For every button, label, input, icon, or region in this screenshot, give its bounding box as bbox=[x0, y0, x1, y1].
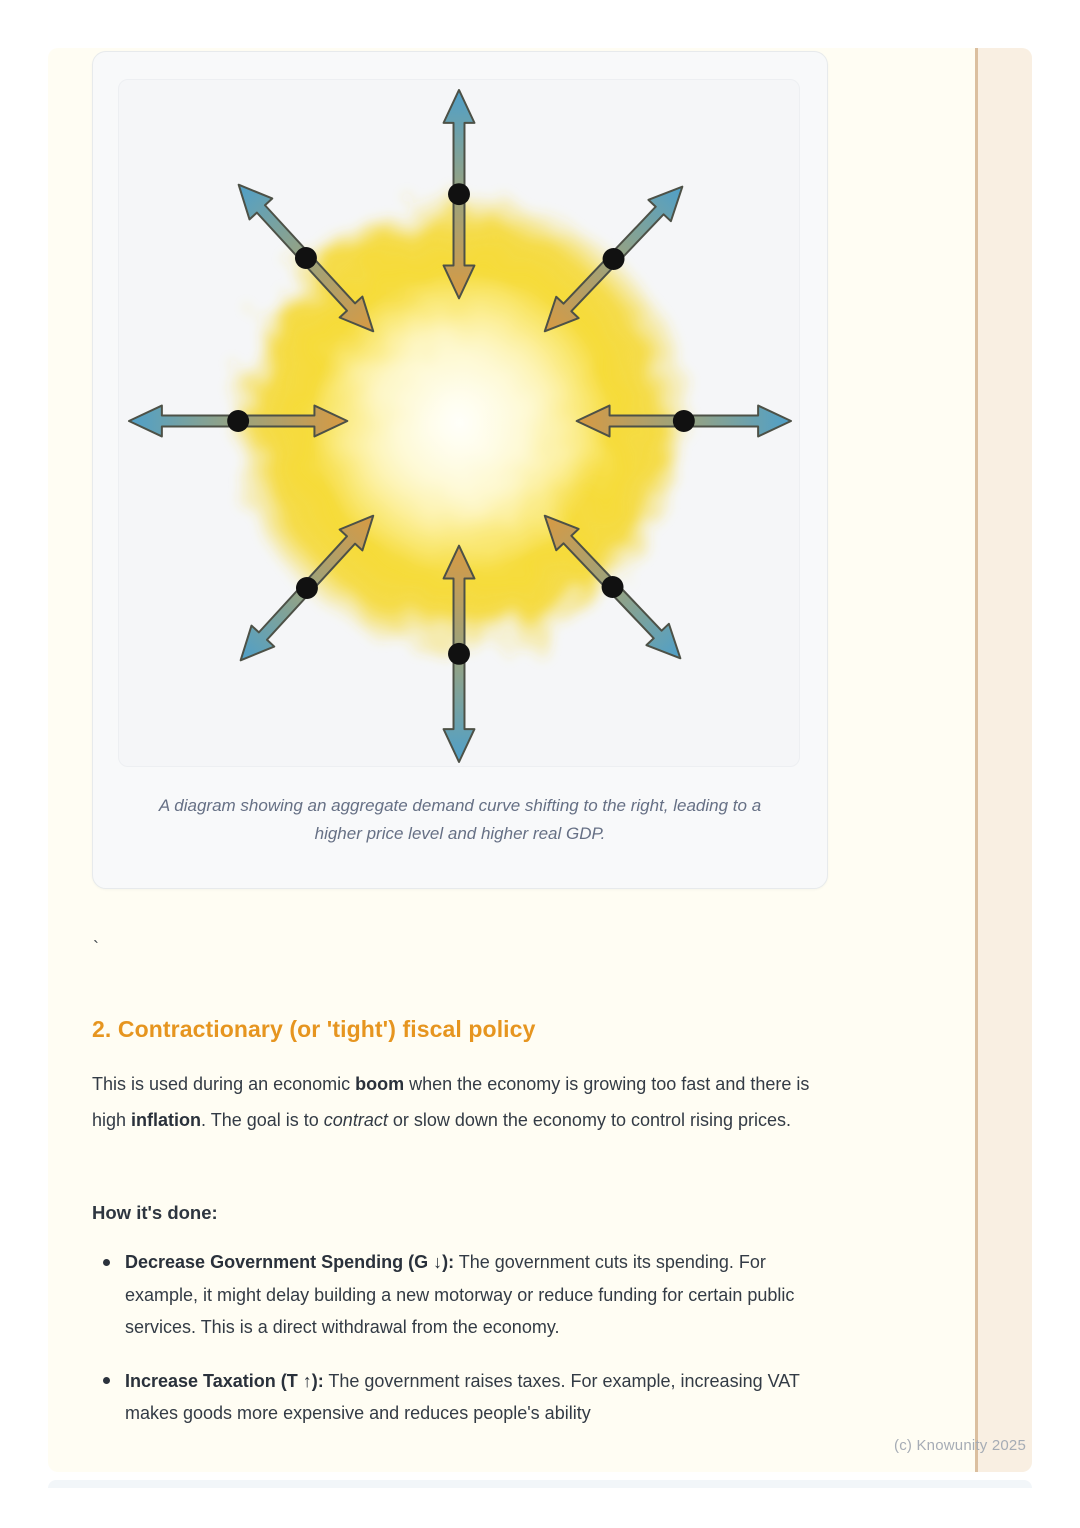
watermark: (c) Knowunity 2025 bbox=[894, 1437, 1027, 1454]
figure-card bbox=[92, 51, 828, 889]
right-accent-line bbox=[975, 48, 978, 1472]
arrow-midpoint-dot bbox=[296, 577, 318, 599]
how-done-label: How it's done: bbox=[92, 1202, 218, 1223]
stray-backtick: ` bbox=[93, 938, 99, 958]
content-sheet bbox=[48, 48, 1032, 1472]
sun-diagram bbox=[118, 79, 800, 767]
bullet-list bbox=[92, 1246, 834, 1430]
figure-caption: A diagram showing an aggregate demand curve shifting to the right, leading to a higher price level and higher real GDP. bbox=[158, 796, 762, 843]
right-accent-strip bbox=[978, 48, 1032, 1472]
next-sheet-edge bbox=[48, 1480, 1032, 1488]
sun-diagram-svg bbox=[119, 80, 799, 766]
section-heading: 2. Contractionary (or 'tight') fiscal policy bbox=[92, 1016, 536, 1042]
arrow-midpoint-dot bbox=[673, 410, 695, 432]
list-item-decrease-spending: Decrease Government Spending (G ↓): The government cuts its spending. For example, it might delay building a new motorway or reduce funding for certain public services. This is a direct withdrawal from the economy. bbox=[92, 1246, 834, 1344]
arrow-midpoint-dot bbox=[295, 247, 317, 269]
arrow-midpoint-dot bbox=[227, 410, 249, 432]
arrow-midpoint-dot bbox=[448, 183, 470, 205]
intro-paragraph: This is used during an economic boom when the economy is growing too fast and there is high inflation. The goal is to contract or slow down the economy to control rising prices. bbox=[92, 1074, 810, 1130]
arrow-midpoint-dot bbox=[602, 576, 624, 598]
list-item-increase-taxation: Increase Taxation (T ↑): The government raises taxes. For example, increasing VAT makes goods more expensive and reduces people's ability bbox=[92, 1365, 834, 1430]
arrow-midpoint-dot bbox=[448, 643, 470, 665]
arrow-midpoint-dot bbox=[603, 248, 625, 270]
